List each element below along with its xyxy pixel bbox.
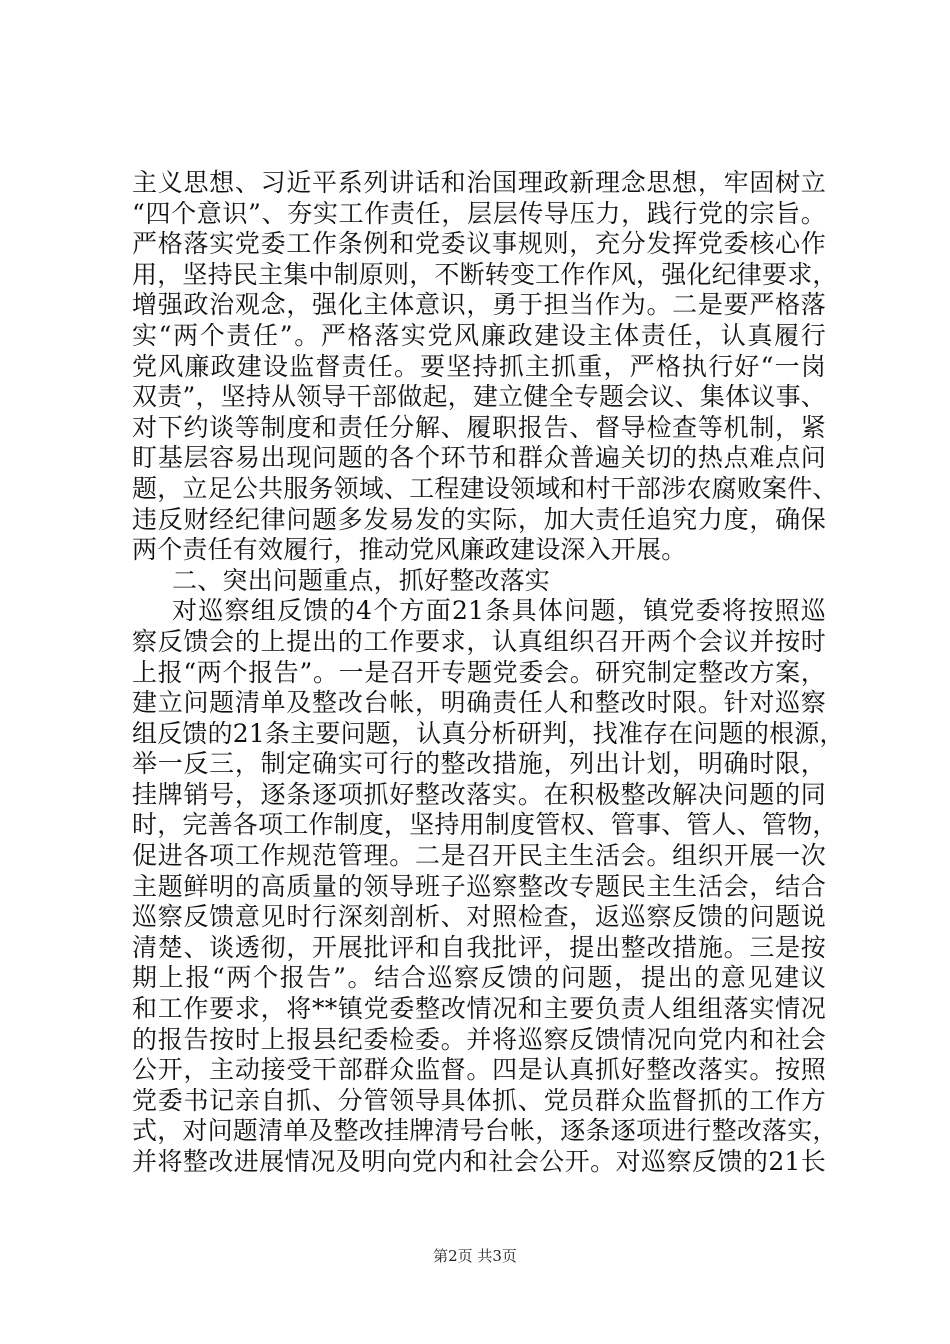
text-line: 建立问题清单及整改台帐，明确责任人和整改时限。针对巡察 <box>132 688 826 718</box>
document-body <box>132 168 845 1178</box>
text-line: 党风廉政建设监督责任。要坚持抓主抓重，严格执行好“一岗 <box>132 351 826 381</box>
text-line: “四个意识”、夯实工作责任，层层传导压力，践行党的宗旨。 <box>132 198 826 228</box>
text-line: 的报告按时上报县纪委检委。并将巡察反馈情况向党内和社会 <box>132 1024 826 1054</box>
text-line: 对下约谈等制度和责任分解、履职报告、督导检查等机制，紧 <box>132 412 826 442</box>
text-line: 双责”，坚持从领导干部做起，建立健全专题会议、集体议事、 <box>132 382 826 412</box>
text-line: 促进各项工作规范管理。二是召开民主生活会。组织开展一次 <box>132 841 826 871</box>
text-line: 对巡察组反馈的4个方面21条具体问题，镇党委将按照巡 <box>172 596 826 626</box>
text-line: 盯基层容易出现问题的各个环节和群众普遍关切的热点难点问 <box>132 443 826 473</box>
text-line: 并将整改进展情况及明向党内和社会公开。对巡察反馈的21长 <box>132 1147 826 1176</box>
text-line: 和工作要求，将**镇党委整改情况和主要负责人组组落实情况 <box>132 994 826 1024</box>
text-line: 主义思想、习近平系列讲话和治国理政新理念思想，牢固树立 <box>132 168 826 197</box>
text-line: 增强政治观念，强化主体意识，勇于担当作为。二是要严格落 <box>132 290 826 320</box>
text-line: 时，完善各项工作制度，坚持用制度管权、管事、管人、管物， <box>132 810 838 840</box>
text-line: 严格落实党委工作条例和党委议事规则，充分发挥党委核心作 <box>132 229 826 259</box>
text-line: 举一反三，制定确实可行的整改措施，列出计划，明确时限， <box>132 749 826 779</box>
text-line: 党委书记亲自抓、分管领导具体抓、党员群众监督抓的工作方 <box>132 1085 826 1115</box>
page-number-footer: 第2页 共3页 <box>433 1247 517 1265</box>
section-heading: 二、突出问题重点，抓好整改落实 <box>172 565 551 595</box>
text-line: 组反馈的21条主要问题，认真分析研判，找准存在问题的根源， <box>132 718 845 748</box>
text-line: 巡察反馈意见时行深刻剖析、对照检查，返巡察反馈的问题说 <box>132 902 826 932</box>
text-line: 题，立足公共服务领域、工程建设领域和村干部涉农腐败案件、 <box>132 473 838 503</box>
text-line: 主题鲜明的高质量的领导班子巡察整改专题民主生活会，结合 <box>132 871 826 901</box>
text-line: 公开，主动接受干部群众监督。四是认真抓好整改落实。按照 <box>132 1055 826 1085</box>
text-line: 期上报“两个报告”。结合巡察反馈的问题，提出的意见建议 <box>132 963 826 993</box>
text-line: 实“两个责任”。严格落实党风廉政建设主体责任，认真履行 <box>132 320 826 350</box>
text-line: 违反财经纪律问题多发易发的实际，加大责任追究力度，确保 <box>132 504 826 534</box>
text-line: 两个责任有效履行，推动党风廉政建设深入开展。 <box>132 535 687 565</box>
text-line: 挂牌销号，逐条逐项抓好整改落实。在积极整改解决问题的同 <box>132 779 826 809</box>
text-line: 用，坚持民主集中制原则，不断转变工作作风，强化纪律要求， <box>132 259 838 289</box>
text-line: 察反馈会的上提出的工作要求，认真组织召开两个会议并按时 <box>132 626 826 656</box>
text-line: 清楚、谈透彻，开展批评和自我批评，提出整改措施。三是按 <box>132 932 826 962</box>
text-line: 上报“两个报告”。一是召开专题党委会。研究制定整改方案， <box>132 657 826 687</box>
text-line: 式，对问题清单及整改挂牌清号台帐，逐条逐项进行整改落实， <box>132 1116 838 1146</box>
